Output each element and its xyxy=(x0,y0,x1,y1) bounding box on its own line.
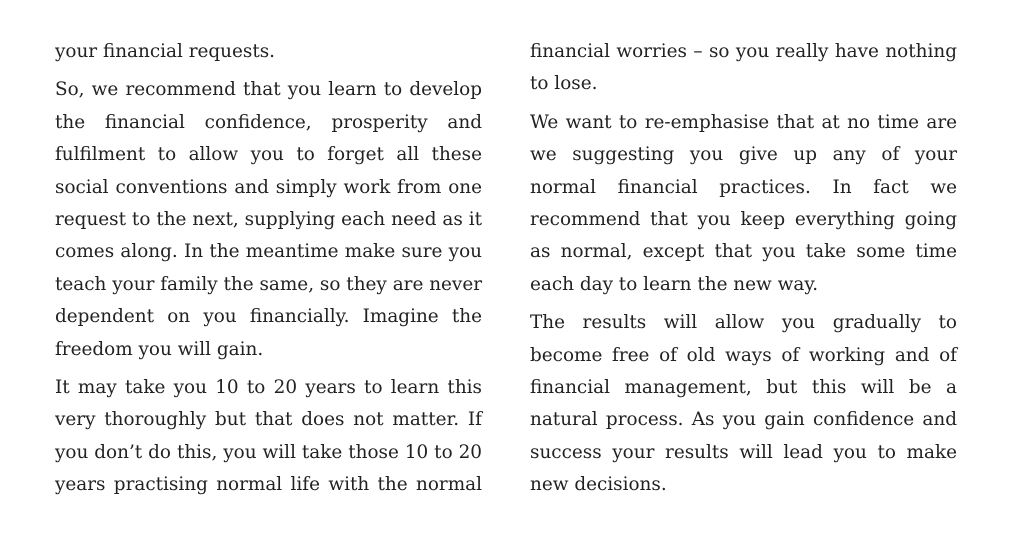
paragraph-left-1: your financial requests. xyxy=(55,41,276,62)
paragraph-left-3: It may take you 10 to 20 years to learn this very thoroughly but that does not matter. If you don’t do this, you will take those 10 to 20 years practising normal life with the normal xyxy=(55,377,482,496)
paragraph-right-2: We want to re-emphasise that at no time are we suggesting you give up any of your normal financial practices. In fact we recommend that you keep everything going as normal, except that you take some time each day to learn the new way. xyxy=(530,111,957,295)
paragraph-left-2: So, we recommend that you learn to develop the financial confidence, prosperity and fulfilment to allow you to forget all these social conventions and simply work from one request to the next, supplying each need as it comes along. In the meantime make sure you teach your family the same, so they are never dependent on you financially. Imagine the freedom you will gain. xyxy=(55,79,482,360)
left-text-column xyxy=(55,36,482,508)
paragraph-right-1: financial worries – so you really have nothing to lose. xyxy=(530,41,957,95)
paragraph-right-3: The results will allow you gradually to become free of old ways of working and of financial management, but this will be a natural process. As you gain confidence and success your results will lead you to make new decisions. xyxy=(530,312,957,496)
right-text-column xyxy=(530,36,957,508)
